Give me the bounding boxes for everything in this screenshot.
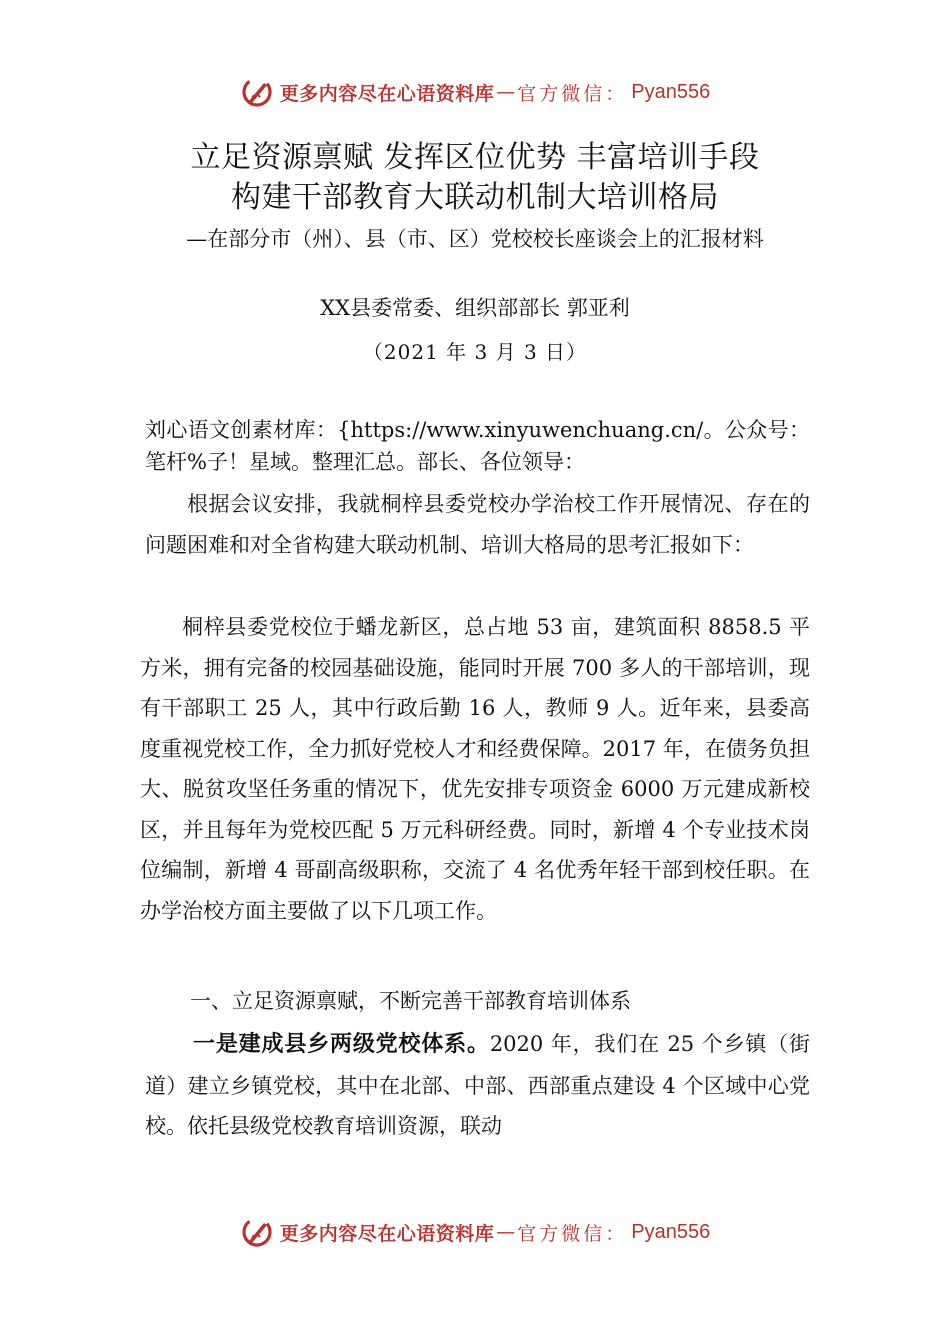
brush-circle-logo-icon (240, 1215, 274, 1249)
banner-wechat-id: Pyan556 (631, 80, 711, 103)
brush-circle-logo-icon (240, 75, 274, 109)
banner-wechat-id: Pyan556 (631, 1220, 711, 1243)
paragraph-intro: 根据会议安排，我就桐梓县委党校办学治校工作开展情况、存在的问题困难和对全省构建大联动机制、培训大格局的思考汇报如下： (145, 492, 810, 557)
banner-brand: 更多内容尽在心语资料库 (279, 82, 495, 105)
paragraph-point-1-text: 2020 年，我们在 25 个乡镇（街道）建立乡镇党校，其中在北部、中部、西部重点建设 4 个区域中心党校。依托县级党校教育培训资源，联动 (145, 1032, 810, 1138)
header-banner (0, 72, 950, 112)
document-title-line-2: 构建干部教育大联动机制大培训格局 (231, 180, 719, 215)
section-heading-1: 一、立足资源禀赋，不断完善干部教育培训体系 (190, 989, 631, 1013)
banner-wechat-label: 官方微信： (517, 82, 628, 105)
banner-separator: — (496, 81, 516, 103)
paragraph-point-1 (145, 1024, 810, 1147)
source-line: 刘心语文创素材库：{https://www.xinyuwenchuang.cn/。公众号：笔杆%子！星域。整理汇总。部长、各位领导： (145, 418, 810, 474)
document-author: XX县委常委、组织部部长 郭亚利 (320, 296, 630, 320)
banner-brand: 更多内容尽在心语资料库 (279, 1222, 495, 1245)
paragraph-point-1-lead: 一是建成县乡两级党校体系。 (193, 1032, 490, 1057)
document-date: （2021 年 3 月 3 日） (362, 340, 588, 364)
document-title-line-1: 立足资源禀赋 发挥区位优势 丰富培训手段 (190, 140, 760, 175)
document-subtitle: —在部分市（州）、县（市、区）党校校长座谈会上的汇报材料 (186, 227, 764, 251)
banner-wechat-label: 官方微信： (517, 1222, 628, 1245)
footer-banner (0, 1212, 950, 1252)
paragraph-overview: 桐梓县委党校位于蟠龙新区，总占地 53 亩，建筑面积 8858.5 平方米，拥有完备的校园基础设施，能同时开展 700 多人的干部培训，现有干部职工 25 人，其中行政后勤 16 人，教师 9 人。近年来，县委高度重视党校工作，全力抓好党校人才和经费保障。2017 年，在债务负担大、脱贫攻坚任务重的情况下，优先安排专项资金 6000 万元建成新校区，并且每年为党校匹配 5 万元科研经费。同时，新增 4 个专业技术岗位编制，新增 4 哥副高级职称，交流了 4 名优秀年轻干部到校任职。在办学治校方面主要做了以下几项工作。 (140, 615, 810, 923)
banner-separator: — (496, 1221, 516, 1243)
